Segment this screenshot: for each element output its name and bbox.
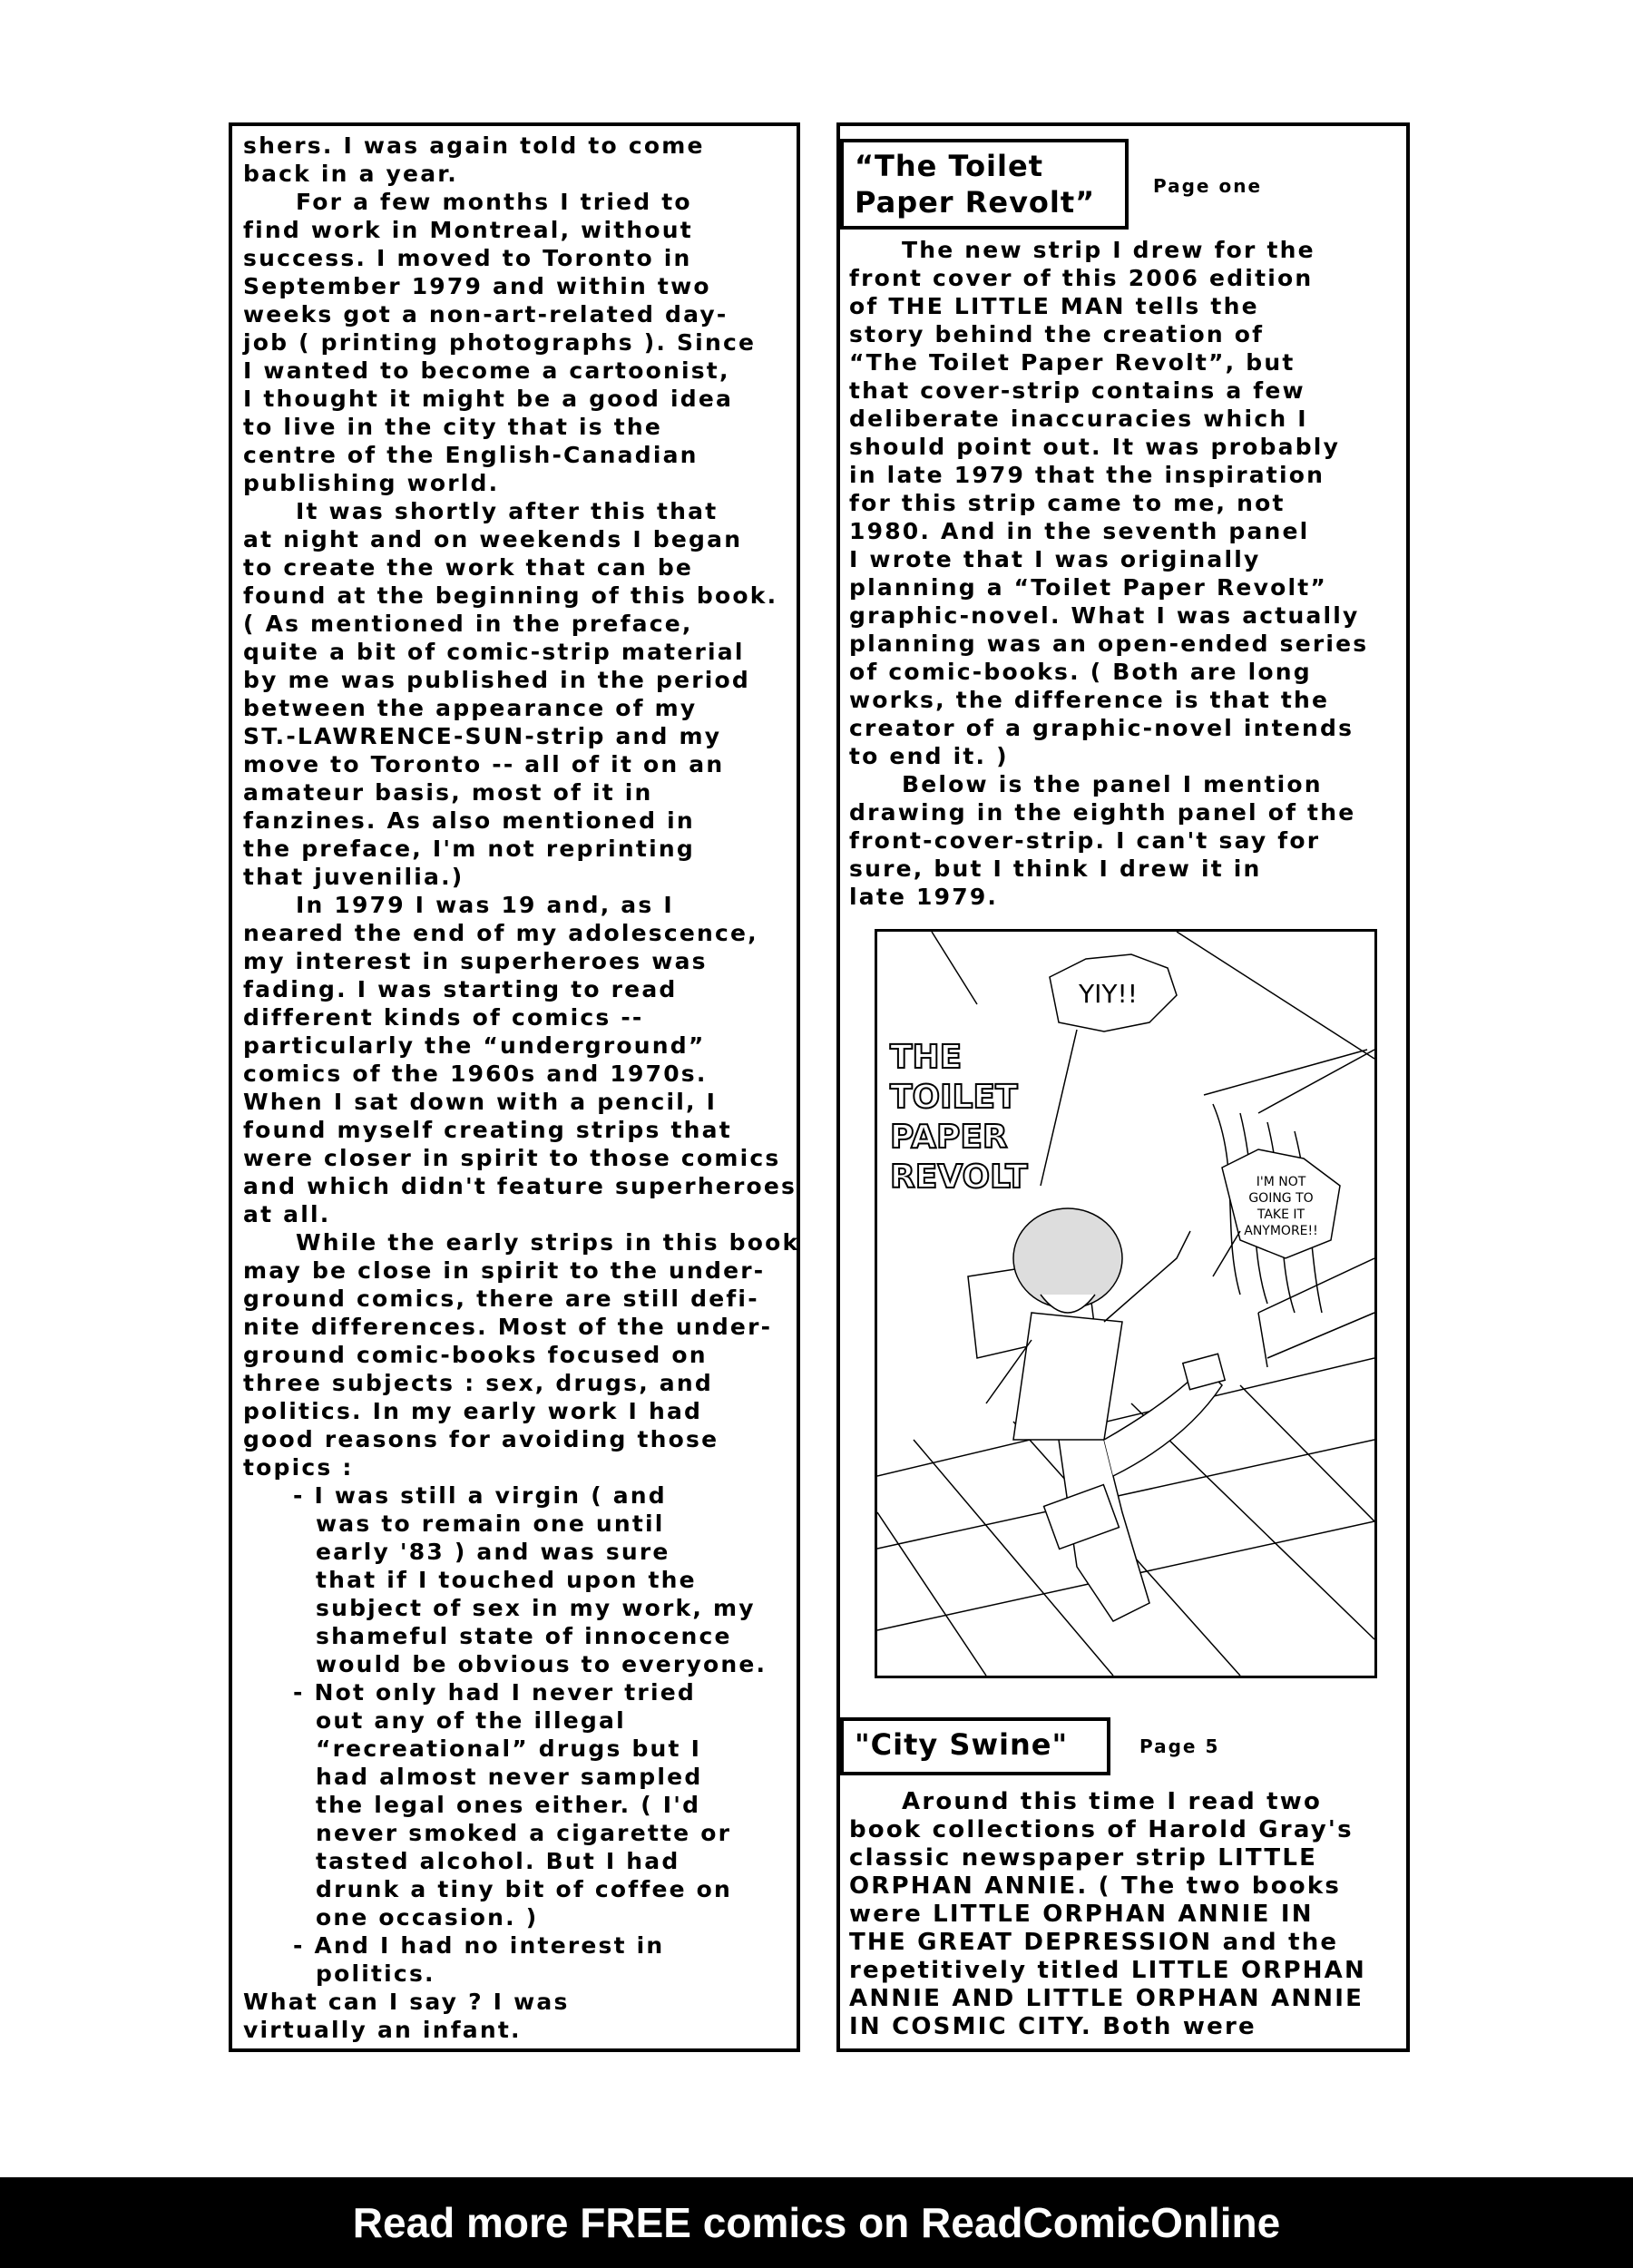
text-line: While the early strips in this book xyxy=(296,1229,800,1256)
text-line: It was shortly after this that xyxy=(296,498,719,524)
text-line: THE GREAT DEPRESSION and the xyxy=(849,1929,1339,1956)
text-line: success. I moved to Toronto in xyxy=(243,245,692,271)
text-line: graphic-novel. What I was actually xyxy=(849,602,1360,629)
text-line: I wrote that I was originally xyxy=(849,546,1261,572)
text-line: to end it. ) xyxy=(849,743,1009,769)
text-line: - And I had no interest in xyxy=(293,1932,665,1959)
text-line: planning a “Toilet Paper Revolt” xyxy=(849,574,1327,601)
promo-banner[interactable] xyxy=(0,2177,1633,2268)
right-text-column xyxy=(836,122,1410,2052)
text-line: The new strip I drew for the xyxy=(902,237,1315,263)
text-line: move to Toronto -- all of it on an xyxy=(243,751,725,777)
banner-text[interactable]: Read more FREE comics on ReadComicOnline xyxy=(352,2199,1281,2246)
text-line: centre of the English-Canadian xyxy=(243,442,699,468)
text-line: were LITTLE ORPHAN ANNIE IN xyxy=(849,1901,1314,1928)
text-line: to live in the city that is the xyxy=(243,414,663,440)
text-line: at all. xyxy=(243,1201,331,1227)
text-line: ST.-LAWRENCE-SUN-strip and my xyxy=(243,723,722,749)
figure-hair xyxy=(1013,1208,1122,1308)
section1-text xyxy=(849,237,1368,912)
text-line: for this strip came to me, not xyxy=(849,490,1286,516)
text-line: nite differences. Most of the under- xyxy=(243,1314,773,1340)
section-title-toilet-paper-revolt xyxy=(840,139,1129,230)
text-line: What can I say ? I was xyxy=(243,1989,570,2015)
text-line: found at the beginning of this book. xyxy=(243,582,778,609)
text-line: shameful state of innocence xyxy=(316,1623,732,1649)
bubble-line: TAKE IT xyxy=(1257,1207,1305,1222)
text-line: story behind the creation of xyxy=(849,321,1265,347)
text-line: at night and on weekends I began xyxy=(243,526,743,552)
text-line: topics : xyxy=(243,1454,354,1481)
text-line: Below is the panel I mention xyxy=(902,771,1323,797)
text-line: politics. In my early work I had xyxy=(243,1398,703,1424)
text-line: of THE LITTLE MAN tells the xyxy=(849,293,1259,319)
text-line: sure, but I think I drew it in xyxy=(849,855,1262,882)
text-line: the preface, I'm not reprinting xyxy=(243,836,695,862)
text-line: that if I touched upon the xyxy=(316,1567,697,1593)
text-line: one occasion. ) xyxy=(316,1904,539,1931)
illustration-drawing xyxy=(877,932,1374,1676)
bubble-line: GOING TO xyxy=(1248,1191,1314,1206)
text-line: fanzines. As also mentioned in xyxy=(243,807,695,834)
text-line: never smoked a cigarette or xyxy=(316,1820,732,1846)
sign-line: REVOLT xyxy=(890,1158,1028,1196)
text-line: repetitively titled LITTLE ORPHAN xyxy=(849,1957,1366,1984)
text-line: - I was still a virgin ( and xyxy=(293,1482,667,1509)
text-line: - Not only had I never tried xyxy=(293,1679,696,1706)
sign-line: THE xyxy=(890,1039,963,1076)
text-line: would be obvious to everyone. xyxy=(316,1651,768,1677)
text-line: of comic-books. ( Both are long xyxy=(849,659,1312,685)
text-line: found myself creating strips that xyxy=(243,1117,732,1143)
section-title-city-swine xyxy=(840,1717,1110,1775)
text-line: ground comics, there are still defi- xyxy=(243,1286,759,1312)
text-line: three subjects : sex, drugs, and xyxy=(243,1370,713,1396)
page-reference: Page 5 xyxy=(1139,1735,1220,1757)
text-line: quite a bit of comic-strip material xyxy=(243,639,745,665)
text-line: may be close in spirit to the under- xyxy=(243,1257,766,1284)
text-line: I thought it might be a good idea xyxy=(243,386,734,412)
floor-tiles xyxy=(877,1358,1374,1676)
text-line: ORPHAN ANNIE. ( The two books xyxy=(849,1872,1342,1900)
text-line: IN COSMIC CITY. Both were xyxy=(849,2013,1257,2040)
bubble-line: ANYMORE!! xyxy=(1244,1224,1318,1238)
text-line: deliberate inaccuracies which I xyxy=(849,406,1308,432)
text-line: For a few months I tried to xyxy=(296,189,692,215)
text-line: ( As mentioned in the preface, xyxy=(243,611,693,637)
text-line: drawing in the eighth panel of the xyxy=(849,799,1356,826)
text-line: particularly the “underground” xyxy=(243,1032,706,1059)
text-line: had almost never sampled xyxy=(316,1764,703,1790)
text-line: front-cover-strip. I can't say for xyxy=(849,827,1321,854)
text-line: early '83 ) and was sure xyxy=(316,1539,670,1565)
text-line: that cover-strip contains a few xyxy=(849,377,1305,404)
left-column-text xyxy=(243,132,799,2044)
left-text-column xyxy=(229,122,800,2052)
text-line: 1980. And in the seventh panel xyxy=(849,518,1310,544)
text-line: planning was an open-ended series xyxy=(849,631,1369,657)
bubble-line: I'M NOT xyxy=(1256,1175,1306,1189)
comic-panel-illustration xyxy=(875,929,1377,1678)
text-line: amateur basis, most of it in xyxy=(243,779,653,806)
text-line: politics. xyxy=(316,1960,435,1987)
text-line: publishing world. xyxy=(243,470,500,496)
revolt-sign xyxy=(890,1039,1028,1196)
text-line: late 1979. xyxy=(849,884,999,910)
text-line: creator of a graphic-novel intends xyxy=(849,715,1354,741)
text-line: to create the work that can be xyxy=(243,554,694,581)
text-line: back in a year. xyxy=(243,161,458,187)
text-line: in late 1979 that the inspiration xyxy=(849,462,1325,488)
text-line: was to remain one until xyxy=(316,1510,665,1537)
text-line: should point out. It was probably xyxy=(849,434,1341,460)
text-line: “recreational” drugs but I xyxy=(316,1735,702,1762)
text-line: September 1979 and within two xyxy=(243,273,711,299)
text-line: the legal ones either. ( I'd xyxy=(316,1792,701,1818)
page-reference: Page one xyxy=(1153,175,1263,197)
shout-text: YIY!! xyxy=(1079,979,1138,1009)
text-line: subject of sex in my work, my xyxy=(316,1595,756,1621)
sign-line: TOILET xyxy=(890,1079,1018,1116)
text-line: front cover of this 2006 edition xyxy=(849,265,1314,291)
text-line: were closer in spirit to those comics xyxy=(243,1145,781,1171)
bathtub xyxy=(1258,1258,1374,1367)
text-line: and which didn't feature superheroes xyxy=(243,1173,797,1199)
title-line: "City Swine" xyxy=(855,1727,1069,1762)
text-line: “The Toilet Paper Revolt”, but xyxy=(849,349,1296,376)
text-line: ground comic-books focused on xyxy=(243,1342,708,1368)
title-line: “The Toilet xyxy=(855,149,1043,183)
text-line: comics of the 1960s and 1970s. xyxy=(243,1061,708,1087)
text-line: classic newspaper strip LITTLE xyxy=(849,1844,1318,1872)
text-line: book collections of Harold Gray's xyxy=(849,1816,1354,1843)
text-line: job ( printing photographs ). Since xyxy=(243,329,757,356)
text-line: weeks got a non-art-related day- xyxy=(243,301,728,327)
text-line: works, the difference is that the xyxy=(849,687,1330,713)
text-line: In 1979 I was 19 and, as I xyxy=(296,892,674,918)
text-line: I wanted to become a cartoonist, xyxy=(243,357,730,384)
text-line: neared the end of my adolescence, xyxy=(243,920,758,946)
sign-line: PAPER xyxy=(890,1119,1008,1156)
text-line: out any of the illegal xyxy=(316,1707,626,1734)
text-line: drunk a tiny bit of coffee on xyxy=(316,1876,733,1902)
text-line: tasted alcohol. But I had xyxy=(316,1848,680,1874)
text-line: different kinds of comics -- xyxy=(243,1004,644,1031)
text-line: good reasons for avoiding those xyxy=(243,1426,719,1452)
text-line: fading. I was starting to read xyxy=(243,976,678,1002)
text-line: shers. I was again told to come xyxy=(243,132,705,159)
title-line: Paper Revolt” xyxy=(855,185,1096,220)
text-line: virtually an infant. xyxy=(243,2017,522,2043)
text-line: that juvenilia.) xyxy=(243,864,464,890)
text-line: Around this time I read two xyxy=(902,1788,1323,1815)
text-line: between the appearance of my xyxy=(243,695,698,721)
text-line: When I sat down with a pencil, I xyxy=(243,1089,718,1115)
text-line: find work in Montreal, without xyxy=(243,217,693,243)
text-line: by me was published in the period xyxy=(243,667,751,693)
text-line: my interest in superheroes was xyxy=(243,948,708,974)
text-line: ANNIE AND LITTLE ORPHAN ANNIE xyxy=(849,1985,1364,2012)
section2-text xyxy=(849,1788,1366,2041)
